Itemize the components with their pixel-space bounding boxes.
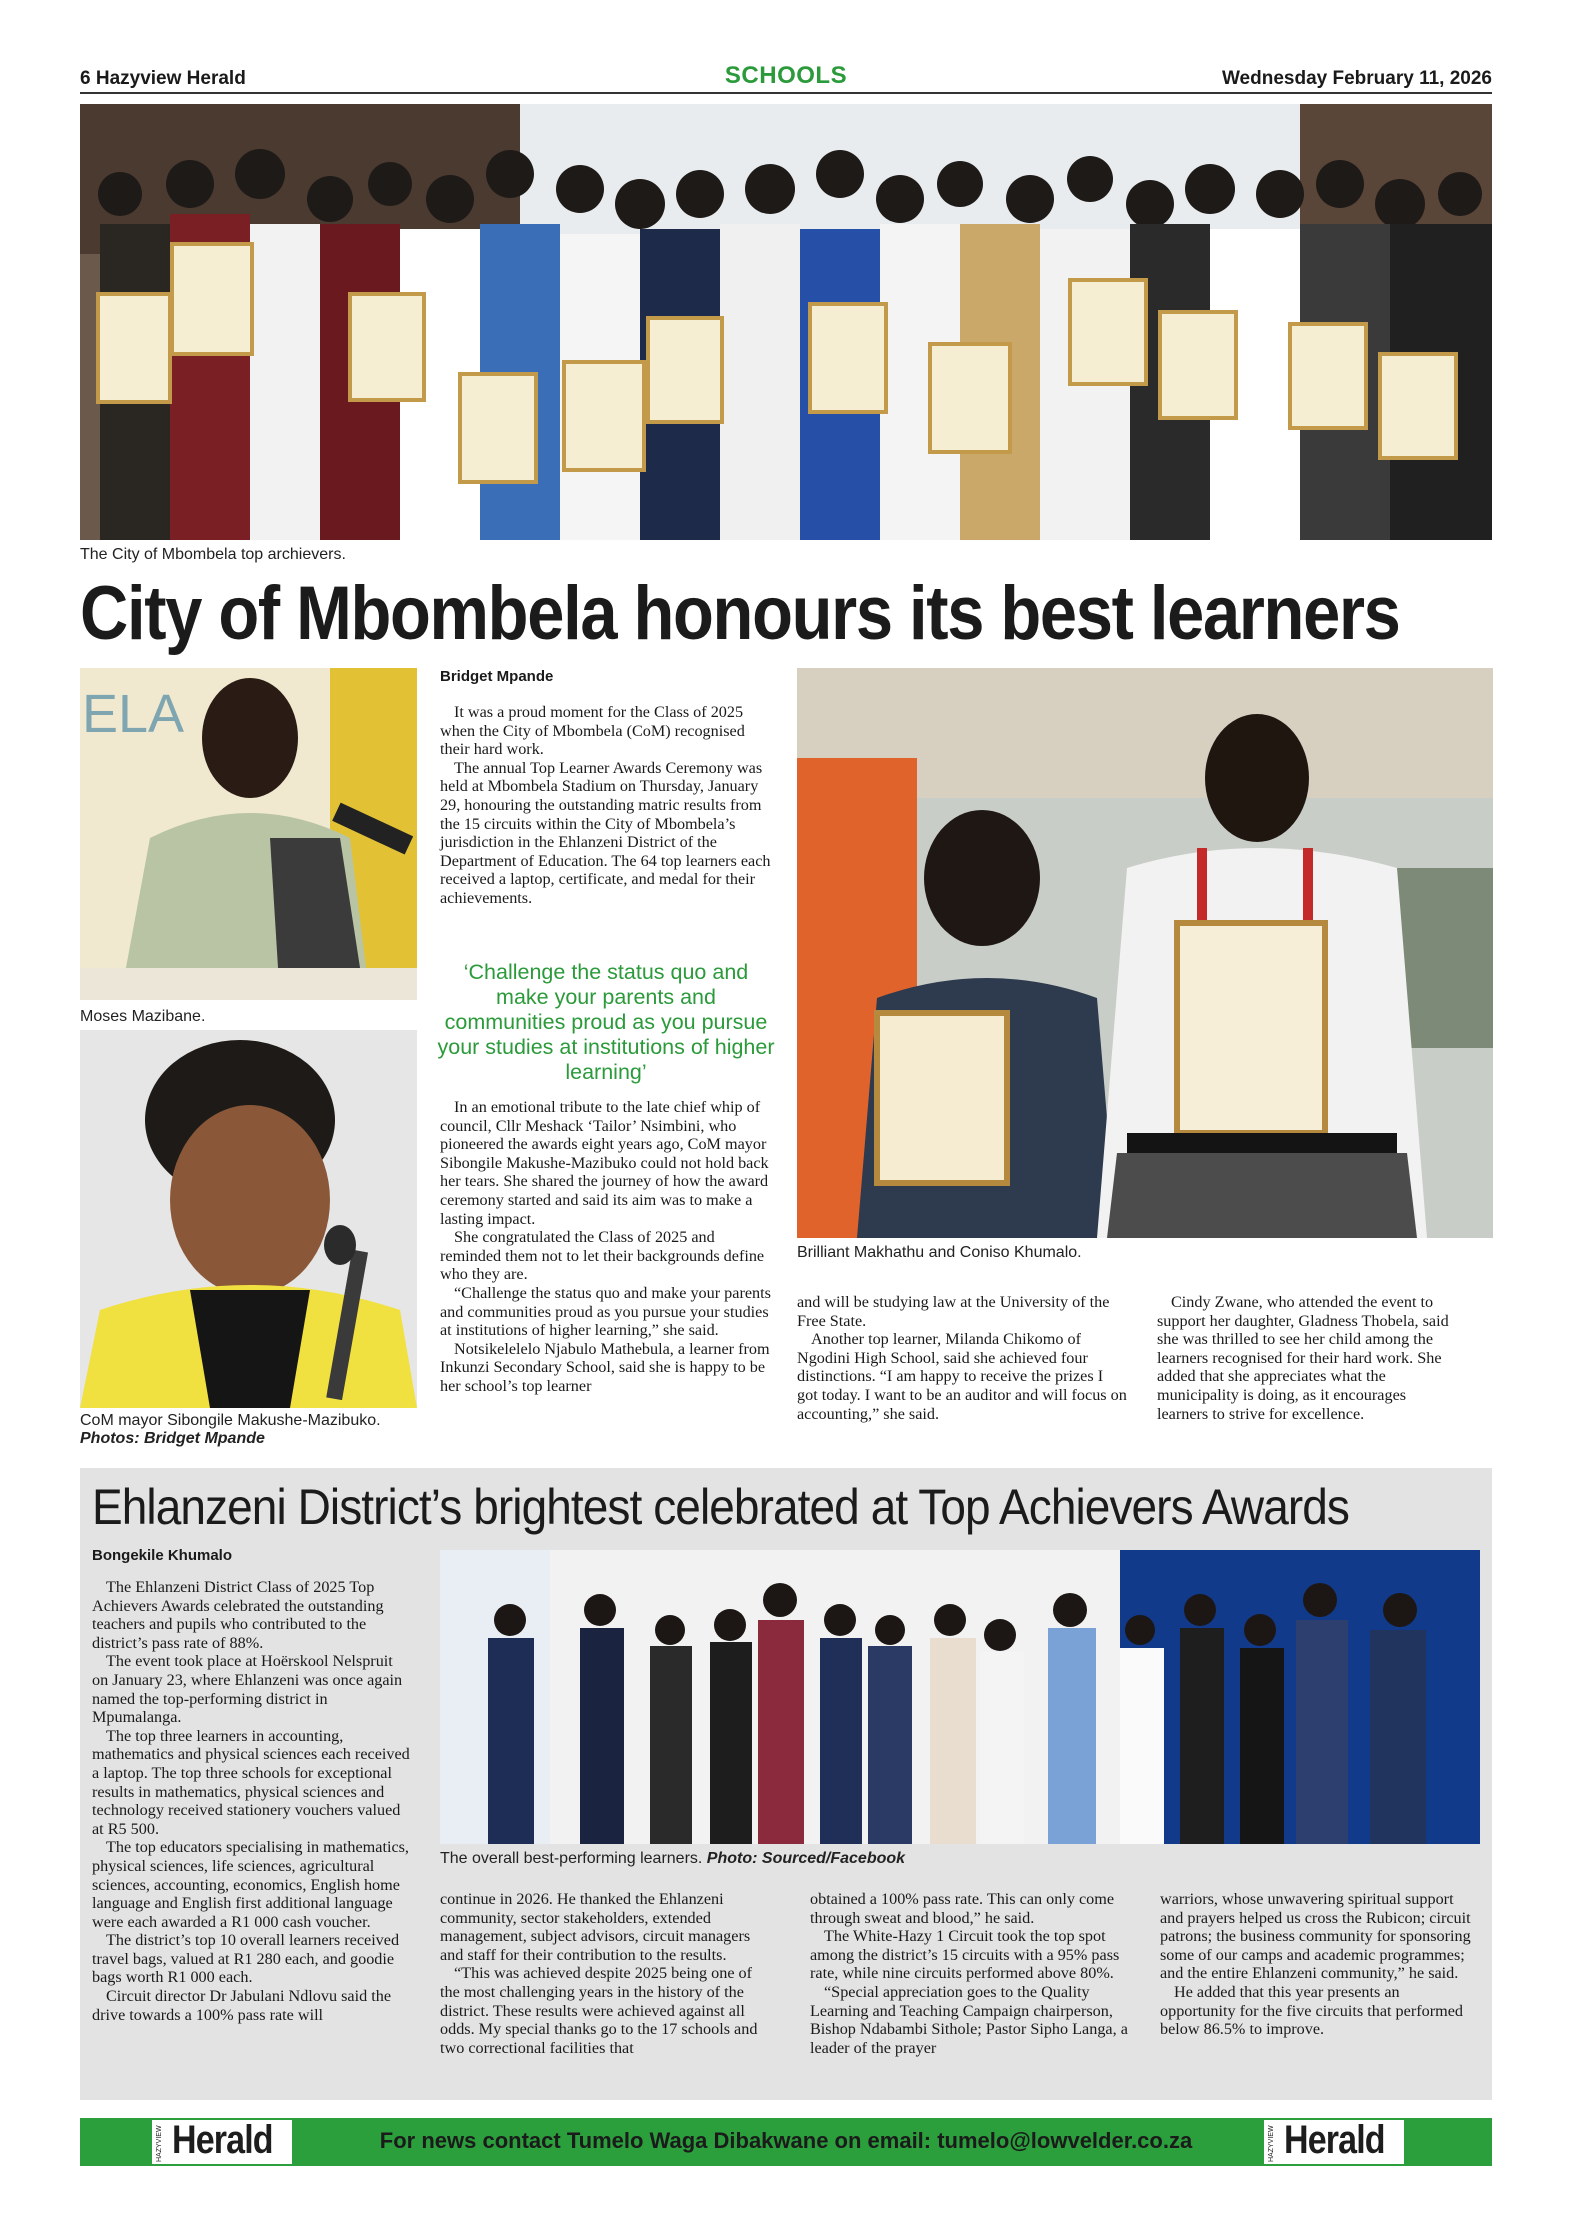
article2-col2 bbox=[440, 1890, 770, 2057]
photo-credit-text: Photos: Bridget Mpande bbox=[80, 1430, 265, 1447]
bottom-group-photo bbox=[440, 1550, 1480, 1844]
top-photo-caption: The City of Mbombela top archievers. bbox=[80, 546, 346, 563]
issue-date: Wednesday February 11, 2026 bbox=[1221, 68, 1492, 89]
page-label: 6 Hazyview Herald bbox=[80, 68, 246, 89]
paragraph: The district’s top 10 overall learners received travel bags, valued at R1 280 each, and goodie bags worth R1 000 each. bbox=[92, 1931, 400, 1987]
top-group-photo bbox=[80, 104, 1492, 540]
paragraph: It was a proud moment for the Class of 2025 when the City of Mbombela (CoM) recognised their hard work. bbox=[440, 703, 745, 759]
footer-logo-right-tag: HAZYVIEW bbox=[1268, 2125, 1275, 2162]
article2-headline: Ehlanzeni District’s brightest celebrated at Top Achievers Awards bbox=[92, 1479, 1350, 1535]
mayor-photo bbox=[80, 1030, 417, 1408]
article2-byline: Bongekile Khumalo bbox=[92, 1547, 233, 1564]
paragraph: In an emotional tribute to the late chief whip of council, Cllr Meshack ‘Tailor’ Nsimbini, who pioneered the awards eight years ago, CoM mayor Sibongile Makushe-Mazibuko could not hold back her tears. She shared the journey of how the award ceremony started and said its aim was to make a lasting impact. bbox=[440, 1098, 769, 1228]
article1-headline: City of Mbombela honours its best learners bbox=[80, 571, 1400, 656]
bottom-photo-caption bbox=[440, 1850, 905, 1868]
article1-col3 bbox=[1157, 1293, 1457, 1423]
paragraph: “This was achieved despite 2025 being one of the most challenging years in the history of the district. These results were achieved against all odds. My special thanks go to the 17 schools and two correctional facilities that bbox=[440, 1964, 758, 2057]
header-rule bbox=[80, 92, 1492, 94]
paragraph: warriors, whose unwavering spiritual support and prayers helped us cross the Rubicon; circuit patrons; the business community for sponsoring some of our camps and academic programmes; and the entire Ehlanzeni community,” he said. bbox=[1160, 1890, 1471, 1983]
article1-col1b bbox=[440, 1098, 772, 1396]
pull-quote: ‘Challenge the status quo and make your parents and communities proud as you pursue your studies at institutions of higher learning’ bbox=[437, 960, 775, 1084]
footer-contact: For news contact Tumelo Waga Dibakwane on email: tumelo@lowvelder.co.za bbox=[379, 2128, 1193, 2153]
article2-col4 bbox=[1160, 1890, 1478, 2039]
paragraph: She congratulated the Class of 2025 and reminded them not to let their backgrounds define who they are. bbox=[440, 1228, 765, 1284]
paragraph: continue in 2026. He thanked the Ehlanzeni community, sector stakeholders, extended management, subject advisors, circuit managers and staff for their contribution to the results. bbox=[440, 1890, 751, 1964]
footer-logo-right: Herald bbox=[1284, 2118, 1385, 2162]
paragraph: Circuit director Dr Jabulani Ndlovu said the drive towards a 100% pass rate will bbox=[92, 1987, 392, 2024]
mayor-caption: CoM mayor Sibongile Makushe-Mazibuko. bbox=[80, 1412, 381, 1429]
paragraph: obtained a 100% pass rate. This can only come through sweat and blood,” he said. bbox=[810, 1890, 1115, 1927]
svg-text:ELA: ELA bbox=[82, 684, 185, 744]
footer-logo-left-tag: HAZYVIEW bbox=[156, 2125, 163, 2162]
paragraph: “Challenge the status quo and make your parents and communities proud as you pursue your studies at institutions of higher learning,” she said. bbox=[440, 1283, 771, 1340]
paragraph: and will be studying law at the University of the Free State. bbox=[797, 1293, 1110, 1330]
article2-col3 bbox=[810, 1890, 1130, 2057]
article2-col1 bbox=[92, 1578, 412, 2024]
paragraph: “Special appreciation goes to the Quality Learning and Teaching Campaign chairperson, Bishop Ndabambi Sithole; Pastor Sipho Langa, a leader of the prayer bbox=[810, 1982, 1128, 2057]
paragraph: The Ehlanzeni District Class of 2025 Top Achievers Awards celebrated the outstanding teachers and pupils who contributed to the district’s pass rate of 88%. bbox=[92, 1578, 384, 1652]
paragraph: Cindy Zwane, who attended the event to support her daughter, Gladness Thobela, said she was thrilled to see her child among the learners recognised for their hard work. She added that she appreciates what the municipality is doing, as it encourages learners to strive for excellence. bbox=[1157, 1293, 1449, 1423]
article1-byline: Bridget Mpande bbox=[440, 668, 554, 685]
photo-credit-text: Photo: Sourced/Facebook bbox=[706, 1850, 906, 1867]
paragraph: The top three learners in accounting, mathematics and physical sciences each received a laptop. The top three schools for exceptional results in mathematics, physical sciences and technology received stationery vouchers valued at R5 500. bbox=[92, 1726, 410, 1838]
section-title: SCHOOLS bbox=[724, 62, 848, 89]
paragraph: The annual Top Learner Awards Ceremony was held at Mbombela Stadium on Thursday, January 29, honouring the outstanding matric results from the 15 circuits within the City of Mbombela’s jurisdiction in the Ehlanzeni District of the Department of Education. The 64 top learners each received a laptop, certificate, and medal for their achievements. bbox=[440, 758, 771, 907]
footer-logo-left: Herald bbox=[172, 2118, 273, 2162]
caption-text: The overall best-performing learners. bbox=[440, 1850, 703, 1867]
paragraph: Notsikelelelo Njabulo Mathebula, a learner from Inkunzi Secondary School, said she is happy to be her school’s top learner bbox=[440, 1339, 770, 1395]
paragraph: The event took place at Hoërskool Nelspruit on January 23, where Ehlanzeni was once again named the top-performing district in Mpumalanga. bbox=[92, 1652, 403, 1727]
mazibane-caption: Moses Mazibane. bbox=[80, 1008, 206, 1025]
learners-photo bbox=[797, 668, 1493, 1238]
article1-col1 bbox=[440, 703, 772, 908]
article1-col2 bbox=[797, 1293, 1127, 1423]
paragraph: The top educators specialising in mathematics, physical sciences, life sciences, agricultural sciences, accounting, economics, English home language and English first additional language were each awarded a R1 000 cash voucher. bbox=[92, 1838, 409, 1931]
mazibane-photo bbox=[80, 668, 417, 1000]
learners-caption: Brilliant Makhathu and Coniso Khumalo. bbox=[797, 1244, 1082, 1261]
paragraph: He added that this year presents an opportunity for the five circuits that performed below 86.5% to improve. bbox=[1160, 1982, 1463, 2039]
paragraph: Another top learner, Milanda Chikomo of Ngodini High School, said she achieved four distinctions. “I am happy to receive the prizes I got today. I want to be an auditor and will focus on accounting,” she said. bbox=[797, 1330, 1127, 1423]
paragraph: The White-Hazy 1 Circuit took the top spot among the district’s 15 circuits with a 95% pass rate, while nine circuits performed above 80%. bbox=[810, 1927, 1120, 1983]
mayor-photo-credit bbox=[80, 1430, 265, 1448]
